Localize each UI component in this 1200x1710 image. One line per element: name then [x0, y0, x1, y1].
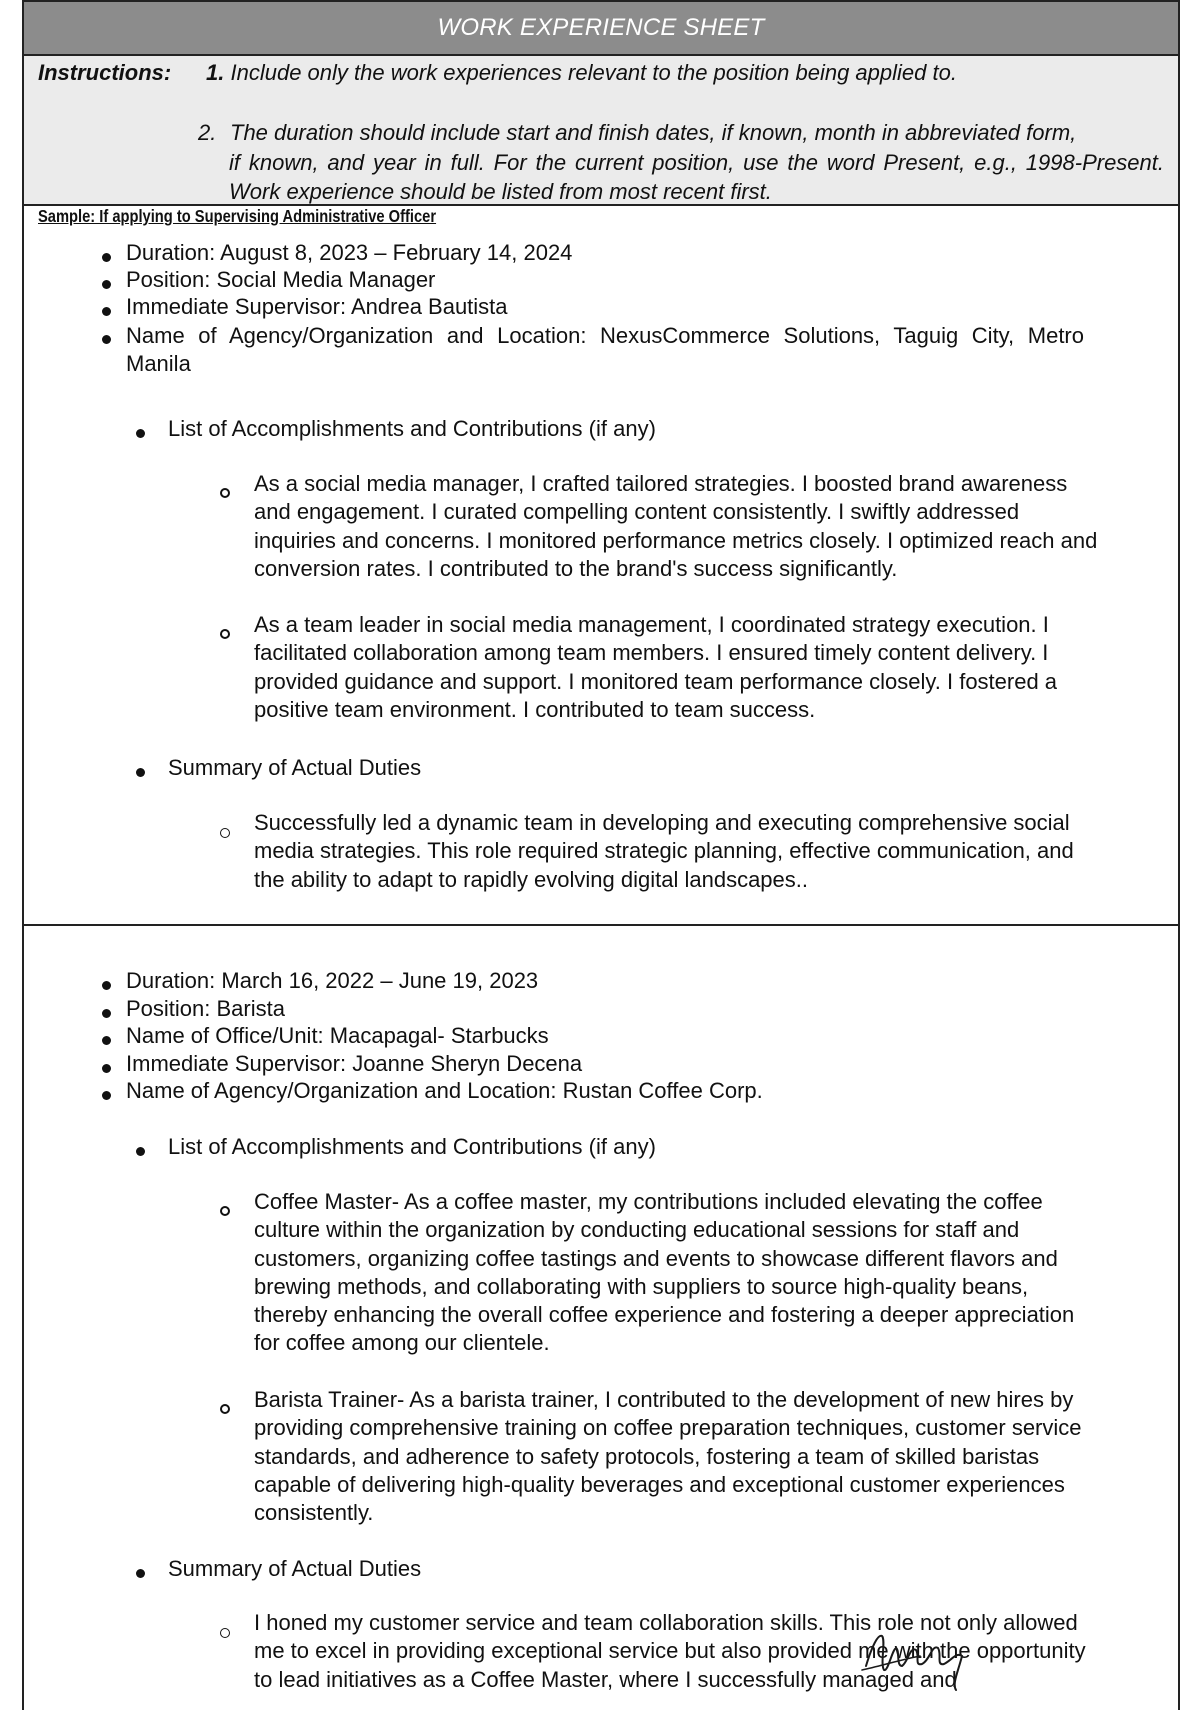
- circle-bullet-icon: [220, 828, 230, 838]
- instruction-1-text: Include only the work experiences relevant to the position being applied to.: [230, 60, 957, 85]
- entry-position: Position: Social Media Manager: [126, 267, 436, 292]
- bullet-icon: [102, 253, 111, 262]
- duties-heading: Summary of Actual Duties: [168, 755, 422, 780]
- entry-supervisor: Immediate Supervisor: Joanne Sheryn Decena: [126, 1051, 583, 1076]
- sheet-title: WORK EXPERIENCE SHEET: [24, 0, 1178, 56]
- bullet-icon: [102, 1036, 111, 1045]
- instruction-2: [198, 118, 1164, 207]
- entry-supervisor: Immediate Supervisor: Andrea Bautista: [126, 294, 508, 319]
- instruction-2-line1: The duration should include start and finish dates, if known, month in abbreviated form,: [230, 120, 1077, 145]
- entry-agency: Name of Agency/Organization and Location: NexusCommerce Solutions, Taguig City, Metro Manila: [126, 323, 1084, 376]
- bullet-icon: [102, 280, 111, 289]
- duties-text: Successfully led a dynamic team in developing and executing comprehensive social media strategies. This role required strategic planning, effective communication, and the ability to adapt to rapidly evolving digital landscapes..: [254, 810, 1074, 892]
- instructions-box: [24, 56, 1178, 206]
- entry-agency: Name of Agency/Organization and Location: Rustan Coffee Corp.: [126, 1078, 763, 1103]
- entry-divider: [24, 924, 1178, 926]
- bullet-icon: [102, 307, 111, 316]
- bullet-icon: [102, 981, 111, 990]
- bullet-icon: [136, 1569, 145, 1578]
- accomplishment-item: Coffee Master- As a coffee master, my contributions included elevating the coffee culture within the organization by conducting educational sessions for staff and customers, organizing coffee tastings and events to showcase different flavors and brewing methods, and collaborating with suppliers to source high-quality beans, thereby enhancing the overall coffee experience and fostering a deeper appreciation for coffee among our clientele.: [254, 1189, 1075, 1356]
- bullet-icon: [102, 335, 111, 344]
- circle-bullet-icon: [220, 1404, 230, 1414]
- bullet-icon: [102, 1064, 111, 1073]
- instruction-2-number: 2.: [198, 120, 217, 145]
- circle-bullet-icon: [220, 629, 230, 639]
- bullet-icon: [102, 1009, 111, 1018]
- bullet-icon: [136, 768, 145, 777]
- instruction-2-continued: if known, and year in full. For the current position, use the word Present, e.g., 1998-Present. Work experience should be listed from most recent first.: [229, 149, 1164, 204]
- signature-icon: [860, 1626, 990, 1696]
- instructions-label: Instructions:: [38, 60, 172, 85]
- accomplishment-item: Barista Trainer- As a barista trainer, I contributed to the development of new hires by providing comprehensive training on coffee preparation techniques, customer service standards, and adherence to safety protocols, fostering a team of skilled baristas capable of delivering high-quality beverages and exceptional customer experiences consistently.: [254, 1387, 1082, 1526]
- duties-text: I honed my customer service and team collaboration skills. This role not only allowed me to excel in providing exceptional service but also provided me with the opportunity to lead initiatives as a Coffee Master, where I successfully managed and: [254, 1610, 1086, 1692]
- entry-office: Name of Office/Unit: Macapagal- Starbucks: [126, 1023, 549, 1048]
- circle-bullet-icon: [220, 1206, 230, 1216]
- accomplishments-heading: List of Accomplishments and Contributions (if any): [168, 1134, 656, 1159]
- sample-heading: Sample: If applying to Supervising Administrative Officer: [38, 206, 437, 226]
- bullet-icon: [102, 1091, 111, 1100]
- entry-duration: Duration: August 8, 2023 – February 14, 2024: [126, 240, 573, 265]
- instruction-1: [206, 60, 957, 86]
- accomplishment-item: As a social media manager, I crafted tailored strategies. I boosted brand awareness and engagement. I curated compelling content consistently. I swiftly addressed inquiries and concerns. I monitored performance metrics closely. I optimized reach and conversion rates. I contributed to the brand's success significantly.: [254, 471, 1098, 581]
- accomplishments-heading: List of Accomplishments and Contributions (if any): [168, 416, 656, 441]
- entry-position: Position: Barista: [126, 996, 285, 1021]
- accomplishment-item: As a team leader in social media management, I coordinated strategy execution. I facilitated collaboration among team members. I ensured timely content delivery. I provided guidance and support. I monitored team performance closely. I fostered a positive team environment. I contributed to team success.: [254, 612, 1058, 722]
- bullet-icon: [136, 1147, 145, 1156]
- entry-duration: Duration: March 16, 2022 – June 19, 2023: [126, 968, 539, 993]
- duties-heading: Summary of Actual Duties: [168, 1556, 422, 1581]
- circle-bullet-icon: [220, 1628, 230, 1638]
- circle-bullet-icon: [220, 488, 230, 498]
- bullet-icon: [136, 429, 145, 438]
- instruction-1-number: 1.: [206, 60, 225, 85]
- work-experience-sheet: [22, 0, 1180, 1710]
